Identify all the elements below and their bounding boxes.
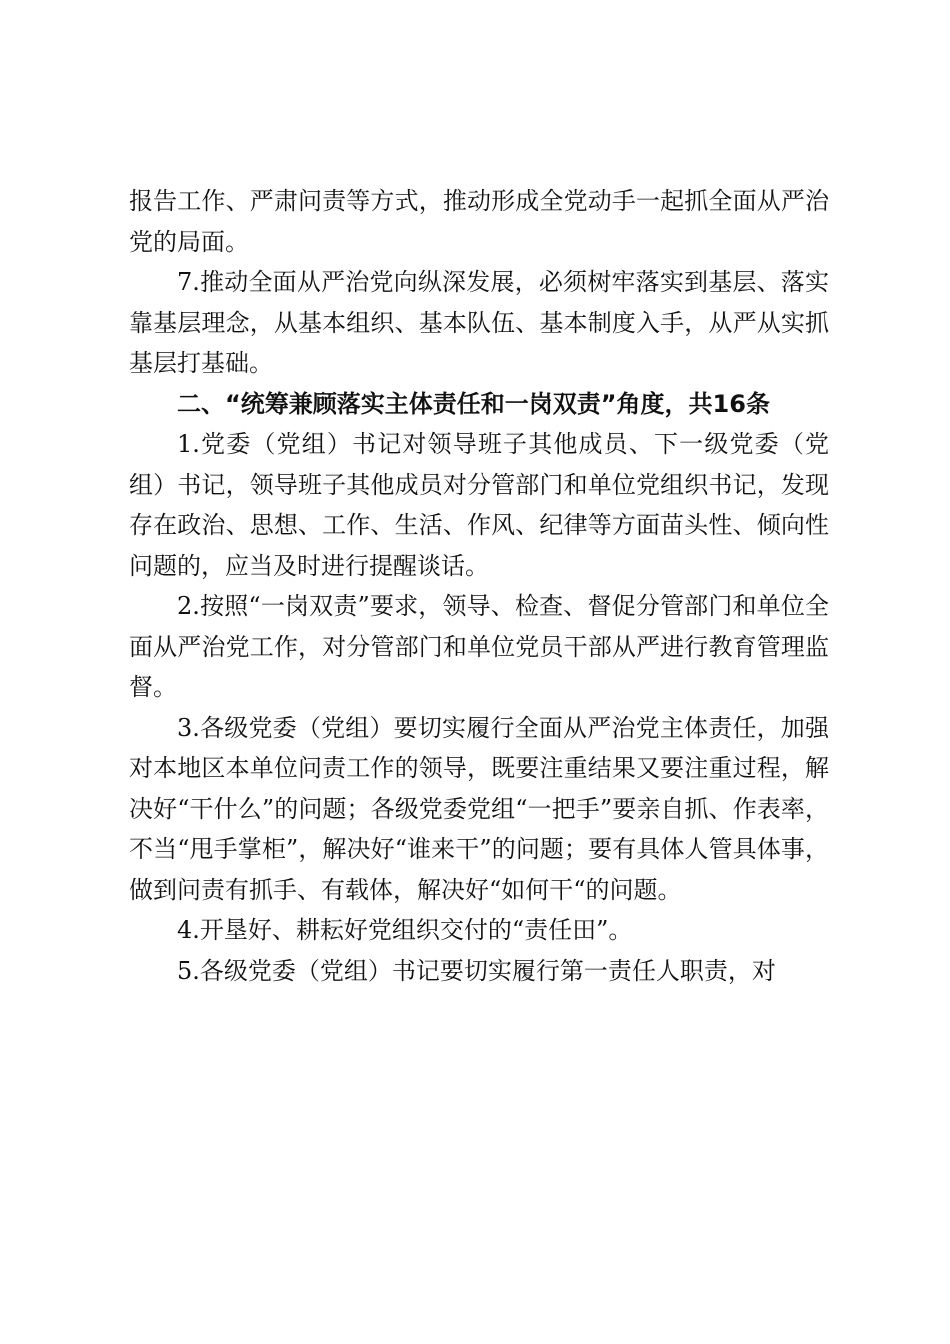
paragraph-item-5: 5.各级党委（党组）书记要切实履行第一责任人职责，对: [177, 956, 776, 985]
paragraph-item-7: 7.推动全面从严治党向纵深发展，必须树牢落实到基层、落实靠基层理念，从基本组织、基本队伍、基本制度入手，从严从实抓基层打基础。: [129, 268, 829, 377]
section-heading: 二、“统筹兼顾落实主体责任和一岗双责”角度，共16条: [177, 389, 770, 418]
paragraph-item-4: 4.开垦好、耕耘好党组织交付的“责任田”。: [177, 916, 633, 944]
paragraph-item-3: 3.各级党委（党组）要切实履行全面从严治党主体责任，加强对本地区本单位问责工作的领导，既要注重结果又要注重过程，解决好“干什么”的问题；各级党委党组“一把手”要亲自抓、作表率，不当“甩手掌柜”，解决好“谁来干”的问题；要有具体人管具体事，做到问责有抓手、有载体，解决好“如何干“的问题。: [129, 713, 829, 904]
paragraph-item-1: 1.党委（党组）书记对领导班子其他成员、下一级党委（党组）书记，领导班子其他成员对分管部门和单位党组织书记，发现存在政治、思想、工作、生活、作风、纪律等方面苗头性、倾向性问题的，应当及时进行提醒谈话。: [129, 430, 829, 580]
paragraph-continuation: 报告工作、严肃问责等方式，推动形成全党动手一起抓全面从严治党的局面。: [129, 187, 829, 256]
document-body: [129, 181, 829, 991]
paragraph-item-2: 2.按照“一岗双责”要求，领导、检查、督促分管部门和单位全面从严治党工作，对分管部门和单位党员干部从严进行教育管理监督。: [129, 592, 829, 701]
